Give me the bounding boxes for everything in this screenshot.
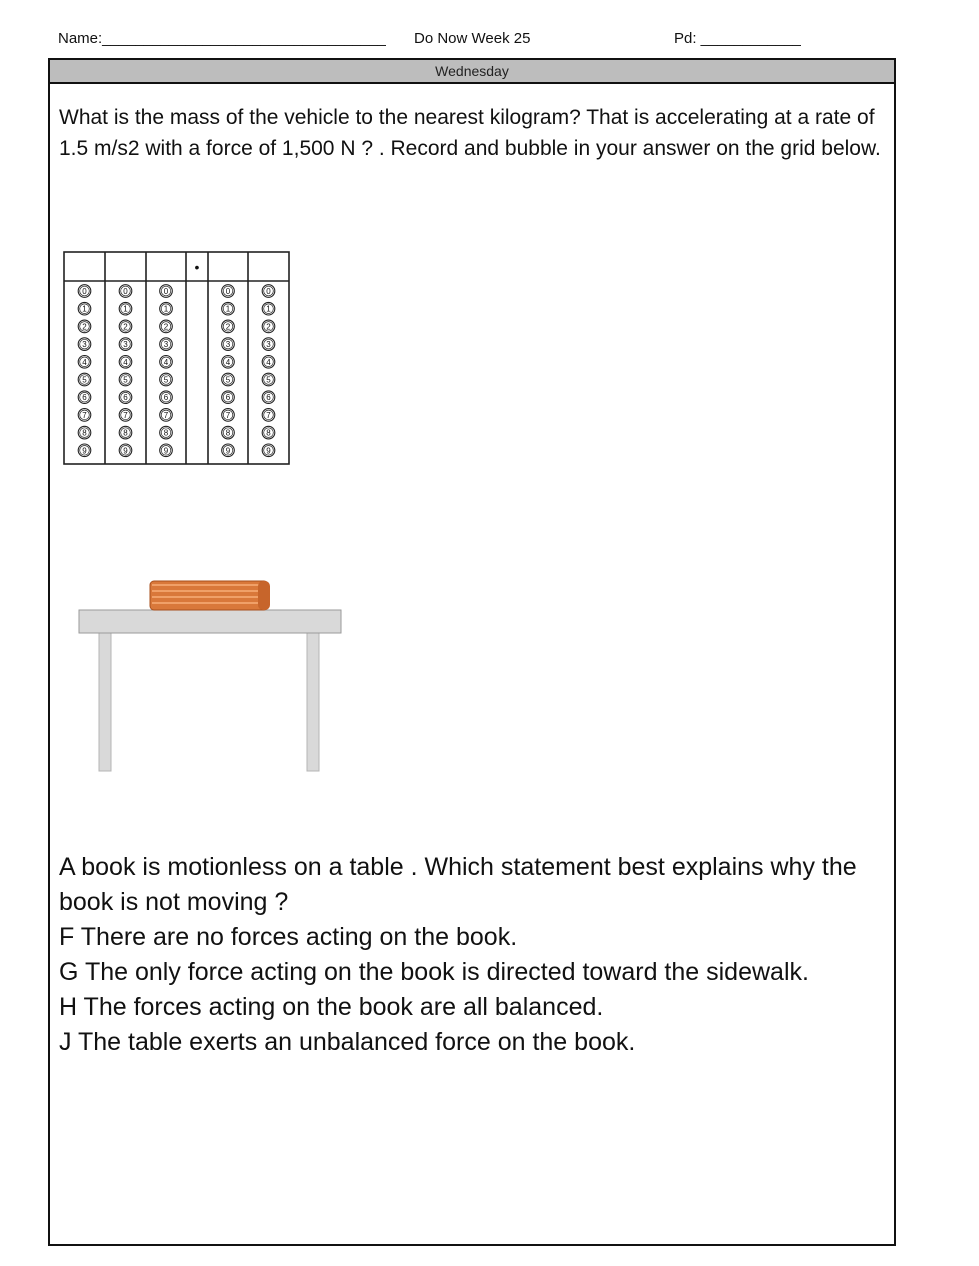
bubble-col3-digit-2[interactable] (160, 320, 173, 333)
bubble-col1-digit-8[interactable] (78, 426, 91, 439)
bubble-col4-digit-6[interactable] (222, 391, 235, 404)
svg-text:5: 5 (163, 375, 169, 385)
bubble-col1-digit-9[interactable] (78, 444, 91, 457)
bubble-col1-digit-6[interactable] (78, 391, 91, 404)
svg-text:7: 7 (225, 410, 231, 420)
bubble-col1-digit-0[interactable] (78, 285, 91, 298)
decimal-point: • (194, 259, 200, 275)
bubble-col5-digit-6[interactable] (262, 391, 275, 404)
bubble-col5-digit-9[interactable] (262, 444, 275, 457)
bubble-col3-digit-8[interactable] (160, 426, 173, 439)
question-2-stem: A book is motionless on a table . Which statement best explains why the book is not moving ? (59, 853, 857, 916)
bubble-col2-digit-2[interactable] (119, 320, 132, 333)
bubble-col3-digit-1[interactable] (160, 302, 173, 315)
table-leg-left (99, 633, 111, 771)
svg-text:1: 1 (82, 304, 87, 314)
svg-text:4: 4 (163, 357, 169, 367)
option-j[interactable]: J The table exerts an unbalanced force on the book. (59, 1028, 636, 1056)
bubble-col1-digit-4[interactable] (78, 356, 91, 369)
svg-text:9: 9 (163, 446, 169, 456)
svg-text:6: 6 (163, 393, 169, 403)
grid-bubbles (78, 285, 275, 457)
svg-text:8: 8 (225, 428, 231, 438)
svg-text:4: 4 (82, 357, 87, 367)
svg-text:9: 9 (82, 446, 87, 456)
option-g[interactable]: G The only force acting on the book is directed toward the sidewalk. (59, 958, 809, 986)
table-leg-right (307, 633, 319, 771)
svg-text:3: 3 (123, 340, 128, 350)
bubble-col3-digit-6[interactable] (160, 391, 173, 404)
svg-text:1: 1 (123, 304, 128, 314)
svg-text:8: 8 (82, 428, 87, 438)
svg-text:1: 1 (225, 304, 231, 314)
svg-text:7: 7 (163, 410, 169, 420)
bubble-col5-digit-5[interactable] (262, 373, 275, 386)
name-field-label: Name:__________________________________ (58, 30, 386, 47)
bubble-col4-digit-4[interactable] (222, 356, 235, 369)
svg-text:2: 2 (123, 322, 128, 332)
svg-text:2: 2 (266, 322, 271, 332)
bubble-col4-digit-5[interactable] (222, 373, 235, 386)
table-top (79, 610, 341, 633)
option-f[interactable]: F There are no forces acting on the book. (59, 923, 518, 951)
svg-text:2: 2 (82, 322, 87, 332)
bubble-col4-digit-3[interactable] (222, 338, 235, 351)
option-h[interactable]: H The forces acting on the book are all balanced. (59, 993, 604, 1021)
svg-text:2: 2 (163, 322, 169, 332)
bubble-col2-digit-8[interactable] (119, 426, 132, 439)
svg-text:1: 1 (163, 304, 169, 314)
bubble-col1-digit-5[interactable] (78, 373, 91, 386)
bubble-col4-digit-7[interactable] (222, 409, 235, 422)
question-1-text: What is the mass of the vehicle to the nearest kilogram? That is accelerating at a rate of 1.5 m/s2 with a force of 1,500 N ? . Record and bubble in your answer on the grid below. (59, 106, 881, 160)
worksheet-title: Do Now Week 25 (414, 30, 531, 47)
question-1 (59, 102, 889, 164)
bubble-col4-digit-8[interactable] (222, 426, 235, 439)
svg-text:3: 3 (82, 340, 87, 350)
bubble-col2-digit-5[interactable] (119, 373, 132, 386)
svg-text:8: 8 (266, 428, 271, 438)
svg-text:7: 7 (123, 410, 128, 420)
svg-text:0: 0 (225, 287, 231, 296)
bubble-col2-digit-6[interactable] (119, 391, 132, 404)
svg-text:0: 0 (123, 287, 128, 296)
bubble-col1-digit-2[interactable] (78, 320, 91, 333)
bubble-col2-digit-9[interactable] (119, 444, 132, 457)
bubble-col4-digit-2[interactable] (222, 320, 235, 333)
bubble-col3-digit-5[interactable] (160, 373, 173, 386)
answer-bubble-grid[interactable] (62, 250, 292, 470)
grid-frame (64, 252, 289, 464)
bubble-col3-digit-9[interactable] (160, 444, 173, 457)
svg-text:6: 6 (82, 393, 87, 403)
bubble-col5-digit-4[interactable] (262, 356, 275, 369)
svg-text:5: 5 (123, 375, 128, 385)
bubble-col3-digit-3[interactable] (160, 338, 173, 351)
svg-text:0: 0 (266, 287, 271, 296)
svg-text:3: 3 (266, 340, 271, 350)
svg-text:5: 5 (225, 375, 231, 385)
bubble-col4-digit-1[interactable] (222, 302, 235, 315)
bubble-col5-digit-2[interactable] (262, 320, 275, 333)
svg-text:6: 6 (266, 393, 271, 403)
day-banner: Wednesday (50, 60, 894, 84)
bubble-col5-digit-8[interactable] (262, 426, 275, 439)
svg-text:7: 7 (82, 410, 87, 420)
bubble-col3-digit-7[interactable] (160, 409, 173, 422)
bubble-col3-digit-4[interactable] (160, 356, 173, 369)
svg-text:9: 9 (123, 446, 128, 456)
svg-text:4: 4 (266, 357, 271, 367)
bubble-col5-digit-1[interactable] (262, 302, 275, 315)
bubble-col3-digit-0[interactable] (160, 285, 173, 298)
bubble-col1-digit-1[interactable] (78, 302, 91, 315)
svg-text:0: 0 (163, 287, 169, 296)
svg-text:1: 1 (266, 304, 271, 314)
svg-text:5: 5 (266, 375, 271, 385)
bubble-col2-digit-0[interactable] (119, 285, 132, 298)
svg-text:5: 5 (82, 375, 87, 385)
question-2 (59, 850, 889, 1060)
bubble-col1-digit-3[interactable] (78, 338, 91, 351)
bubble-col2-digit-7[interactable] (119, 409, 132, 422)
period-field-label: Pd: ____________ (674, 30, 801, 47)
bubble-col5-digit-7[interactable] (262, 409, 275, 422)
bubble-col1-digit-7[interactable] (78, 409, 91, 422)
bubble-col2-digit-4[interactable] (119, 356, 132, 369)
svg-text:9: 9 (266, 446, 271, 456)
svg-text:2: 2 (225, 322, 231, 332)
bubble-col2-digit-3[interactable] (119, 338, 132, 351)
svg-text:8: 8 (163, 428, 169, 438)
svg-text:6: 6 (225, 393, 231, 403)
bubble-col4-digit-0[interactable] (222, 285, 235, 298)
svg-text:8: 8 (123, 428, 128, 438)
svg-text:4: 4 (225, 357, 231, 367)
svg-text:3: 3 (225, 340, 231, 350)
bubble-col2-digit-1[interactable] (119, 302, 132, 315)
bubble-col5-digit-0[interactable] (262, 285, 275, 298)
bubble-col4-digit-9[interactable] (222, 444, 235, 457)
svg-text:3: 3 (163, 340, 169, 350)
svg-text:9: 9 (225, 446, 231, 456)
bubble-col5-digit-3[interactable] (262, 338, 275, 351)
svg-text:7: 7 (266, 410, 271, 420)
svg-text:0: 0 (82, 287, 87, 296)
worksheet-box (48, 58, 896, 1246)
svg-text:4: 4 (123, 357, 128, 367)
svg-text:6: 6 (123, 393, 128, 403)
book-on-table-illustration (74, 575, 344, 775)
book-icon (150, 581, 270, 610)
